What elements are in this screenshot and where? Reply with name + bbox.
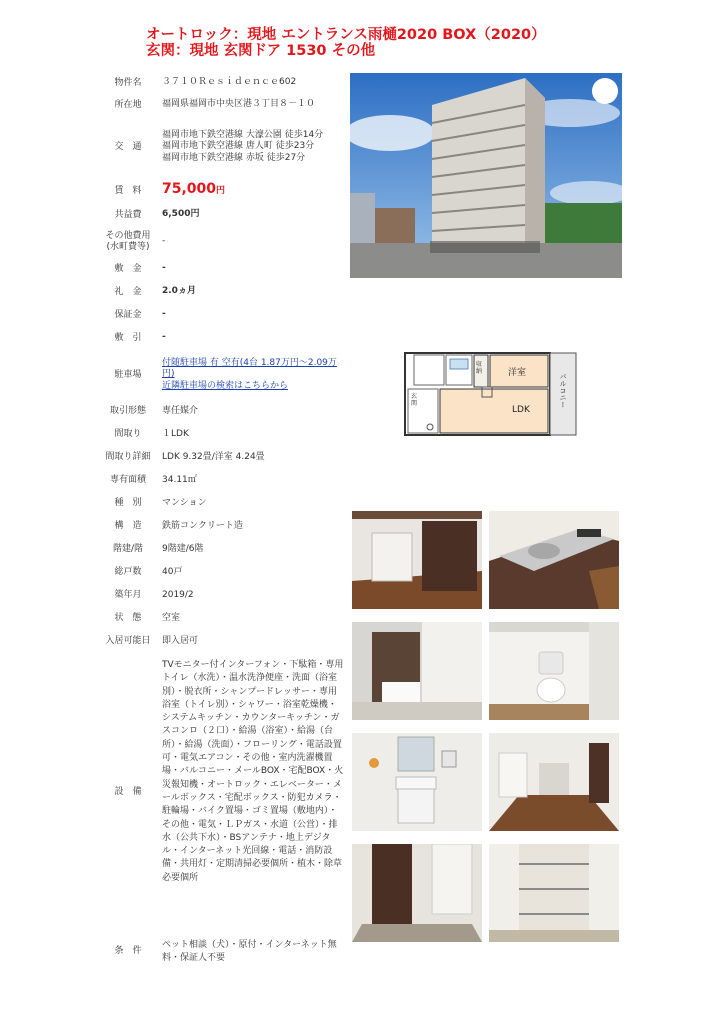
label-structure: 構 造 bbox=[114, 521, 142, 531]
row-structure bbox=[100, 515, 345, 538]
row-floors bbox=[100, 538, 345, 561]
label-key-money: 礼 金 bbox=[114, 286, 142, 297]
value-rent bbox=[156, 181, 345, 198]
value-layout-detail: LDK 9.32畳/洋室 4.24畳 bbox=[162, 451, 265, 462]
row-movein bbox=[100, 630, 345, 653]
traffic-line: 福岡市地下鉄空港線 唐人町 徒歩23分 bbox=[162, 141, 315, 152]
value-area: 34.11㎡ bbox=[162, 474, 197, 485]
row-type bbox=[100, 492, 345, 515]
row-key-money bbox=[100, 280, 345, 304]
rent-unit: 円 bbox=[216, 186, 226, 197]
room-interior-image bbox=[352, 511, 482, 609]
row-layout-detail bbox=[100, 446, 345, 469]
value-address: 福岡県福岡市中央区港３丁目８－１０ bbox=[162, 99, 316, 110]
value-parking bbox=[156, 358, 345, 393]
traffic-line: 福岡市地下鉄空港線 赤坂 徒歩27分 bbox=[162, 152, 306, 163]
room-photo-5 bbox=[352, 733, 482, 831]
floor-closet-label: 収納 bbox=[476, 361, 483, 375]
label-parking: 駐車場 bbox=[114, 369, 142, 380]
row-equipment bbox=[100, 653, 345, 939]
row-name bbox=[100, 72, 345, 94]
room-photo-4 bbox=[489, 622, 619, 720]
value-name: ３７１０Ｒｅｓｉｄｅｎｃｅ602 bbox=[162, 77, 297, 88]
label-name: 物件名 bbox=[114, 77, 142, 88]
traffic-line: 福岡市地下鉄空港線 大濠公園 徒歩14分 bbox=[162, 129, 324, 140]
row-amortization bbox=[100, 326, 345, 350]
label-conditions: 条 件 bbox=[114, 946, 142, 956]
floor-plan-drawing bbox=[400, 349, 578, 439]
label-movein: 入居可能日 bbox=[105, 636, 151, 646]
label-rent: 賃 料 bbox=[114, 185, 142, 196]
label-layout-detail: 間取り詳細 bbox=[105, 452, 151, 462]
label-area: 専有面積 bbox=[109, 475, 146, 485]
value-amortization: - bbox=[162, 332, 166, 343]
value-units: 40戸 bbox=[162, 566, 183, 577]
value-guarantee: - bbox=[162, 309, 166, 320]
label-common: 共益費 bbox=[114, 209, 142, 220]
bathroom-image bbox=[352, 622, 482, 720]
kitchen-image bbox=[489, 511, 619, 609]
building-photo bbox=[350, 73, 622, 278]
row-common bbox=[100, 204, 345, 226]
floor-room2-label: LDK bbox=[512, 405, 530, 415]
label-deal: 取引形態 bbox=[109, 406, 146, 416]
value-common: 6,500円 bbox=[162, 209, 200, 220]
row-deposit bbox=[100, 258, 345, 280]
toilet-image bbox=[489, 622, 619, 720]
value-deposit: - bbox=[162, 263, 166, 274]
label-amortization: 敷 引 bbox=[114, 332, 142, 343]
washroom-image bbox=[352, 733, 482, 831]
value-built: 2019/2 bbox=[162, 589, 194, 600]
value-traffic bbox=[156, 130, 345, 165]
closet-image bbox=[489, 844, 619, 942]
room-photo-7 bbox=[352, 844, 482, 942]
value-deal: 専任媒介 bbox=[162, 405, 199, 416]
room-photo-6 bbox=[489, 733, 619, 831]
floor-plan bbox=[400, 349, 578, 439]
value-type: マンション bbox=[162, 497, 207, 508]
row-traffic bbox=[100, 116, 345, 178]
row-rent bbox=[100, 178, 345, 204]
label-guarantee: 保証金 bbox=[114, 309, 142, 320]
building-exterior-image bbox=[350, 73, 622, 278]
label-other-fee: その他費用(水町費等) bbox=[105, 231, 151, 252]
row-guarantee bbox=[100, 304, 345, 326]
header bbox=[146, 27, 546, 59]
label-units: 総戸数 bbox=[114, 567, 142, 577]
row-parking bbox=[100, 350, 345, 400]
room-photo-2 bbox=[489, 511, 619, 609]
parking-info-link[interactable]: 付随駐車場 有 空有(4台 1.87万円～2.09万円) bbox=[162, 357, 337, 380]
value-other-fee: - bbox=[162, 236, 166, 247]
floor-room1-label: 洋室 bbox=[508, 368, 527, 378]
label-built: 築年月 bbox=[114, 590, 142, 600]
row-units bbox=[100, 561, 345, 584]
label-floors: 階建/階 bbox=[112, 544, 144, 554]
value-structure: 鉄筋コンクリート造 bbox=[162, 520, 243, 531]
room-photo-1 bbox=[352, 511, 482, 609]
label-status: 状 態 bbox=[114, 613, 142, 623]
value-conditions: ペット相談（犬）・原付・インターネット無料・保証人不要 bbox=[162, 940, 337, 964]
property-table bbox=[100, 72, 345, 969]
label-address: 所在地 bbox=[114, 99, 142, 110]
value-status: 空室 bbox=[162, 612, 181, 623]
value-key-money: 2.0ヵ月 bbox=[162, 286, 196, 297]
row-status bbox=[100, 607, 345, 630]
row-conditions bbox=[100, 939, 345, 969]
row-deal bbox=[100, 400, 345, 423]
rent-amount: 75,000 bbox=[162, 181, 217, 198]
value-equipment: TVモニター付インターフォン・下駄箱・専用トイレ（水洗）・温水洗浄便座・洗面（浴室別）・脱衣所・シャンプードレッサー・専用浴室（トイレ別）・シャワー・浴室乾燥機・システムキッチン・カウンターキッチン・ガスコンロ（２口）・給湯（浴室）・給湯（台所）・給湯（洗面）・フローリング・電話設置可・電気エアコン・その他・室内洗濯機置場・バルコニー・メールBOX・宅配BOX・火災報知機・オートロック・エレベーター・メールボックス・宅配ボックス・防犯カメラ・駐輪場・バイク置場・ゴミ置場（敷地内）・その他・電気・ＬＰガス・水道（公営）・排水（公共下水）・BSアンテナ・地上デジタル・インターネット光回線・電話・消防設備・共用灯・定期清掃必要個所・植木・除草必要個所 bbox=[162, 660, 344, 883]
row-built bbox=[100, 584, 345, 607]
row-address bbox=[100, 94, 345, 116]
room-photo-8 bbox=[489, 844, 619, 942]
floor-entrance-label: 玄関 bbox=[411, 393, 418, 407]
row-other-fee bbox=[100, 226, 345, 258]
header-line-1: オートロック：現地 エントランス雨樋2020 BOX（2020） bbox=[146, 27, 546, 43]
label-layout: 間取り bbox=[114, 429, 142, 439]
nearby-parking-link[interactable]: 近隣駐車場の検索はこちらから bbox=[162, 380, 289, 391]
label-type: 種 別 bbox=[114, 498, 142, 508]
entrance-image bbox=[352, 844, 482, 942]
living-room-image bbox=[489, 733, 619, 831]
row-area bbox=[100, 469, 345, 492]
floor-balcony-label: バルコニー bbox=[559, 373, 567, 408]
label-equipment: 設 備 bbox=[114, 787, 142, 797]
label-deposit: 敷 金 bbox=[114, 263, 142, 274]
value-movein: 即入居可 bbox=[162, 635, 199, 646]
row-layout bbox=[100, 423, 345, 446]
label-traffic: 交 通 bbox=[114, 141, 142, 152]
header-line-2: 玄関：現地 玄関ドア 1530 その他 bbox=[146, 43, 376, 59]
room-photo-3 bbox=[352, 622, 482, 720]
value-layout: １LDK bbox=[162, 428, 189, 439]
value-floors: 9階建/6階 bbox=[162, 543, 204, 554]
